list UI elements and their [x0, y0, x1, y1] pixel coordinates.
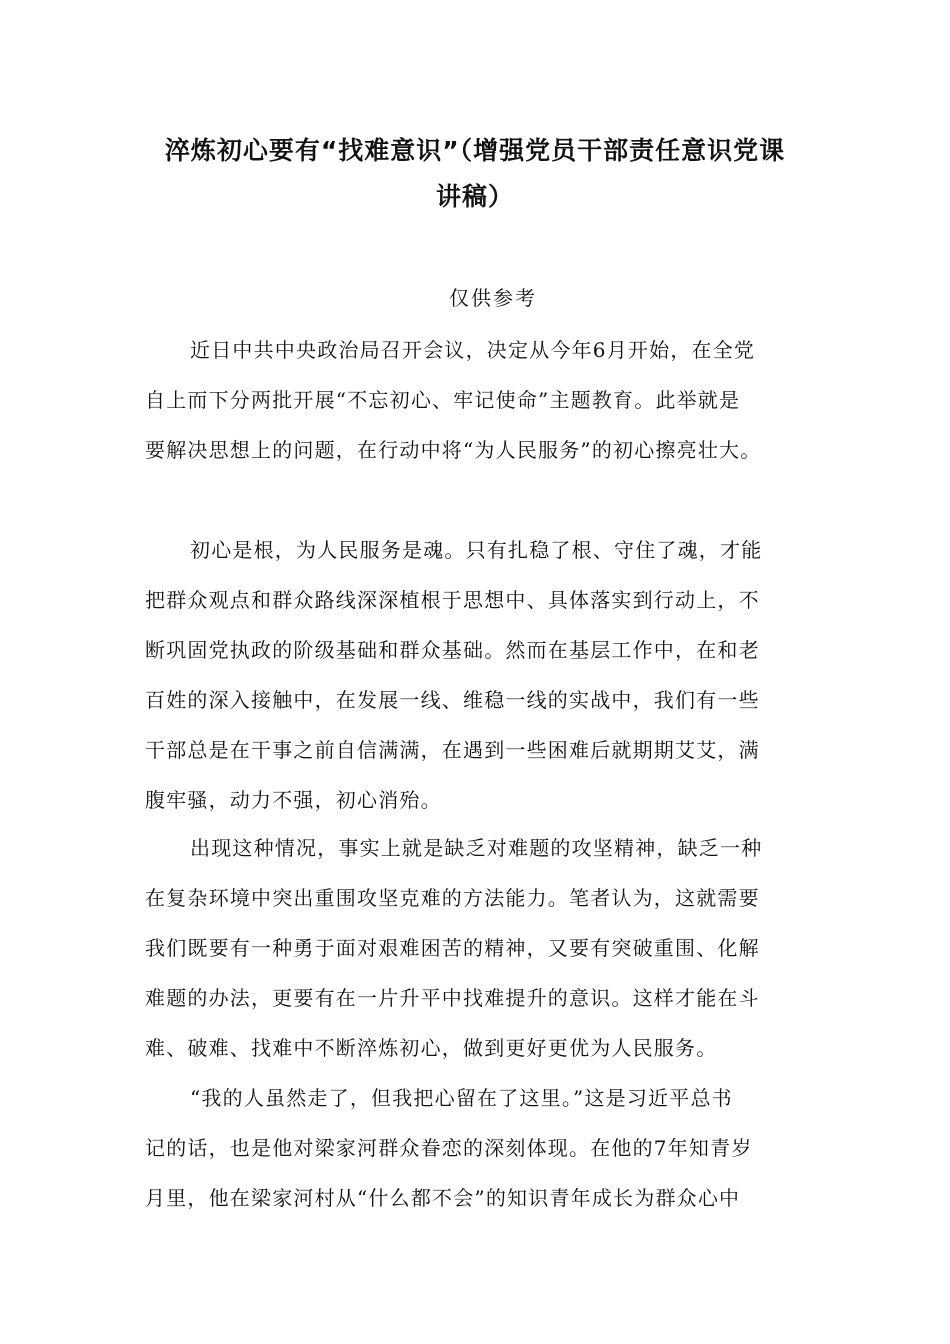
text-line: 百姓的深入接触中，在发展一线、维稳一线的实战中，我们有一些 [145, 688, 760, 712]
text-line: 近日中共中央政治局召开会议，决定从今年6月开始，在全党 [190, 338, 756, 362]
text-line: 难、破难、找难中不断淬炼初心，做到更好更优为人民服务。 [145, 1036, 718, 1060]
text-line: 在复杂环境中突出重围攻坚克难的方法能力。笔者认为，这就需要 [145, 886, 760, 910]
paragraph-1 [145, 325, 805, 475]
text-line: 要解决思想上的问题，在行动中将“为人民服务”的初心擦亮壮大。 [145, 438, 762, 462]
text-line: 记的话，也是他对梁家河群众眷恋的深刻体现。在他的7年知青岁 [145, 1136, 753, 1160]
reference-note: 仅供参考 [449, 286, 537, 310]
text-line: 干部总是在干事之前自信满满，在遇到一些困难后就期期艾艾，满 [145, 738, 760, 762]
paragraph-3 [145, 823, 805, 1073]
text-line: “我的人虽然走了，但我把心留在了这里。”这是习近平总书 [190, 1086, 733, 1110]
text-line: 腹牢骚，动力不强，初心消殆。 [145, 788, 442, 812]
text-line: 我们既要有一种勇于面对艰难困苦的精神，又要有突破重围、化解 [145, 936, 760, 960]
text-line: 初心是根，为人民服务是魂。只有扎稳了根、守住了魂，才能 [190, 538, 763, 562]
text-line: 断巩固党执政的阶级基础和群众基础。然而在基层工作中，在和老 [145, 638, 760, 662]
text-line: 月里，他在梁家河村从“什么都不会”的知识青年成长为群众心中 [145, 1186, 741, 1210]
text-line: 出现这种情况，事实上就是缺乏对难题的攻坚精神，缺乏一种 [190, 836, 763, 860]
document-title [100, 128, 850, 220]
paragraph-2 [145, 525, 805, 825]
title-line: 淬炼初心要有“找难意识”（增强党员干部责任意识党课 [164, 136, 786, 165]
paragraph-4 [145, 1073, 805, 1223]
title-line: 讲稿） [435, 182, 514, 211]
text-line: 自上而下分两批开展“不忘初心、牢记使命”主题教育。此举就是 [145, 388, 741, 412]
text-line: 难题的办法，更要有在一片升平中找难提升的意识。这样才能在斗 [145, 986, 760, 1010]
text-line: 把群众观点和群众路线深深植根于思想中、具体落实到行动上，不 [145, 588, 760, 612]
